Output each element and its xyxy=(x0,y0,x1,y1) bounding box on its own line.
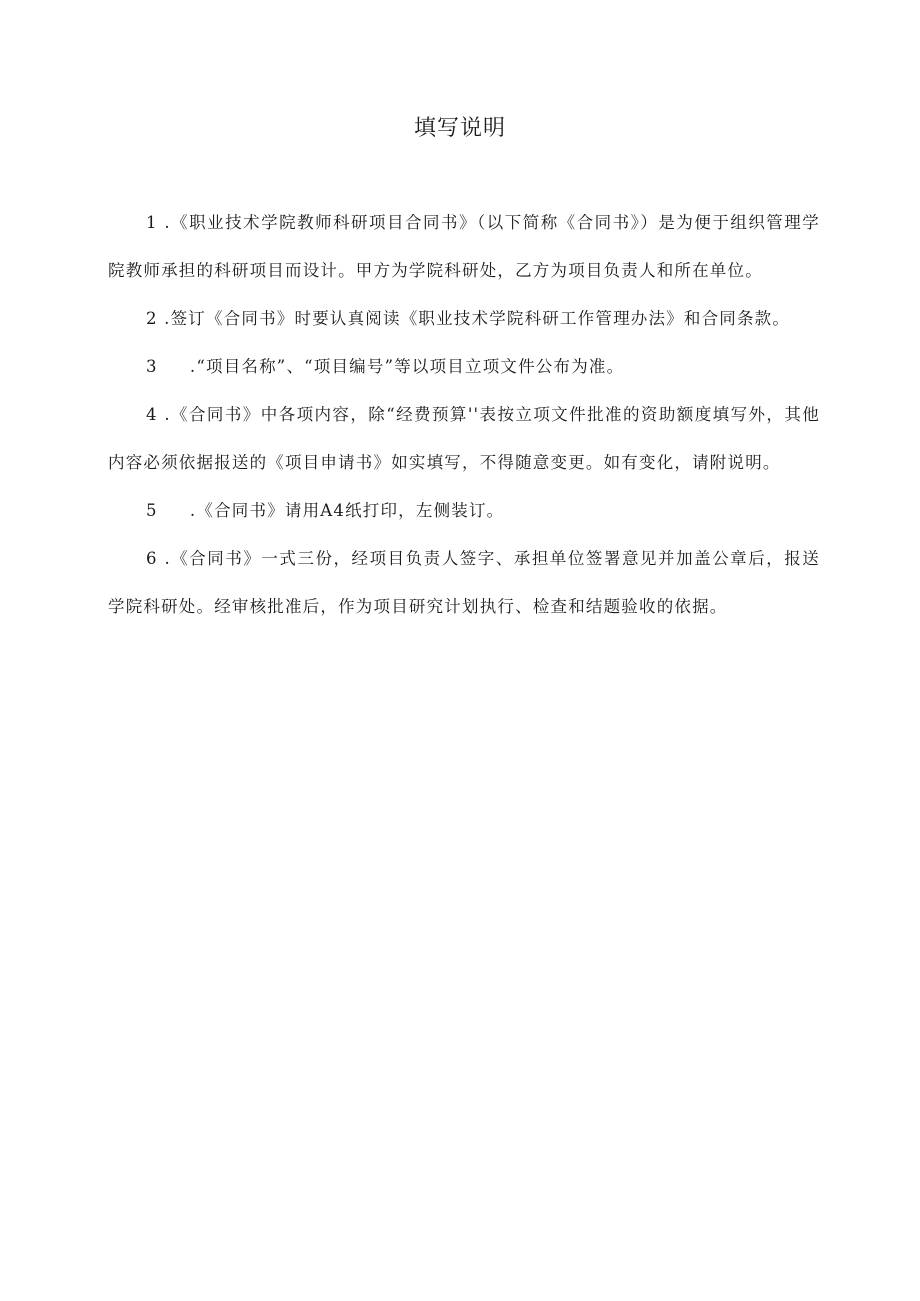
instruction-item-1: 1 .《职业技术学院教师科研项目合同书》（以下简称《合同书》）是为便于组织管理学院教师承担的科研项目而设计。甲方为学院科研处，乙方为项目负责人和所在单位。 xyxy=(108,213,820,280)
instruction-item-6: 6 .《合同书》一式三份，经项目负责人签字、承担单位签署意见并加盖公章后，报送学院科研处。经审核批准后，作为项目研究计划执行、检查和结题验收的依据。 xyxy=(108,549,820,616)
instruction-item-3: 3 .“项目名称”、“项目编号”等以项目立项文件公布为准。 xyxy=(146,357,625,376)
instructions-body xyxy=(108,199,820,631)
instruction-item-2: 2 .签订《合同书》时要认真阅读《职业技术学院科研工作管理办法》和合同条款。 xyxy=(146,309,791,328)
page-title: 填写说明 xyxy=(413,116,506,141)
instruction-item-4: 4 .《合同书》中各项内容，除“经费预算''表按立项文件批准的资助额度填写外，其他内容必须依据报送的《项目申请书》如实填写，不得随意变更。如有变化，请附说明。 xyxy=(108,405,820,472)
instruction-item-5: 5 .《合同书》请用A4纸打印，左侧装订。 xyxy=(146,501,505,520)
